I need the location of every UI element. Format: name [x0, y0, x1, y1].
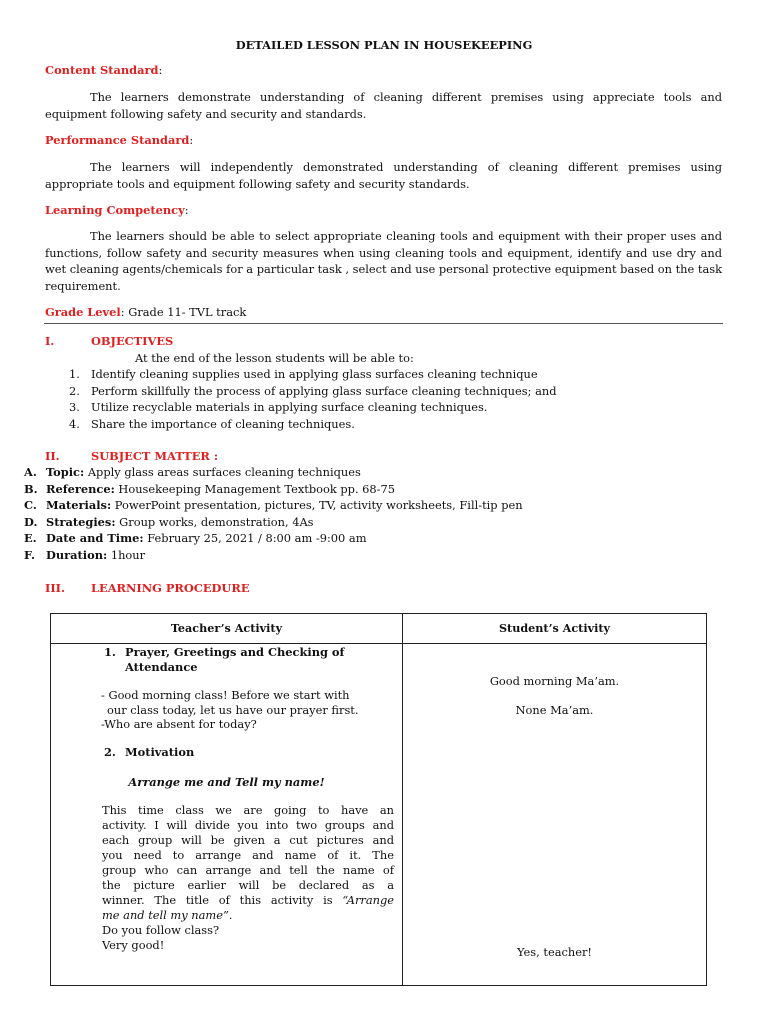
activity-name: Arrange me and Tell my name! — [128, 775, 325, 789]
table-row — [51, 644, 707, 986]
learning-competency-heading: Learning Competency: — [45, 203, 189, 217]
page-title: DETAILED LESSON PLAN IN HOUSEKEEPING — [235, 38, 533, 52]
performance-standard-text: The learners will independently demonstrated understanding of cleaning different premises using appropriate tools and equipment following safety and security standards. — [45, 160, 722, 191]
list-item: 2. Perform skillfully the process of applying glass surface cleaning techniques; and — [69, 383, 557, 398]
follow-question: Do you follow class? — [102, 923, 220, 937]
step1-title: Prayer, Greetings and Checking of — [125, 645, 345, 659]
paragraph-line: each group will be given a cut pictures and — [102, 833, 394, 847]
student-response: Good morning Ma’am. — [489, 674, 620, 688]
grade-level: Grade Level: Grade 11- TVL track — [45, 305, 247, 319]
subject-matter-numeral: II. — [45, 449, 60, 463]
student-activity-cell — [403, 644, 707, 986]
learning-procedure-heading: LEARNING PROCEDURE — [91, 581, 250, 595]
list-item: A. Topic: Apply glass areas surfaces cleaning techniques — [24, 465, 361, 479]
objectives-list — [45, 366, 722, 432]
activity-paragraph — [102, 803, 394, 953]
paragraph-line: This time class we are going to have an — [102, 803, 394, 817]
procedure-table — [50, 613, 707, 986]
list-item: 4. Share the importance of cleaning techniques. — [69, 416, 355, 431]
step1-number: 1. — [104, 645, 116, 659]
student-activity-header: Student’s Activity — [403, 614, 707, 644]
paragraph-line: group who can arrange and tell the name of — [102, 863, 394, 877]
subject-matter-heading: SUBJECT MATTER : — [91, 449, 219, 463]
list-item: D. Strategies: Group works, demonstration, 4As — [24, 514, 314, 529]
student-response: Yes, teacher! — [517, 945, 592, 959]
teacher-activity-header: Teacher’s Activity — [51, 614, 403, 644]
list-item: F. Duration: 1hour — [24, 547, 146, 562]
step2-title: Motivation — [125, 745, 195, 759]
objectives-numeral: I. — [45, 334, 55, 348]
objectives-heading: OBJECTIVES — [91, 334, 174, 348]
table-header-row — [51, 614, 707, 644]
list-item: 3. Utilize recyclable materials in applying surface cleaning techniques. — [69, 400, 488, 414]
list-item: C. Materials: PowerPoint presentation, pictures, TV, activity worksheets, Fill-tip pen — [24, 498, 523, 512]
step1-title-cont: Attendance — [125, 660, 198, 674]
paragraph-line: the picture earlier will be declared as a — [102, 878, 394, 892]
student-response: None Ma’am. — [515, 703, 594, 717]
praise-line: Very good! — [102, 938, 165, 952]
content-standard-text: The learners demonstrate understanding of cleaning different premises using appreciate tools and equipment following safety and security and standards. — [45, 90, 722, 121]
list-item: E. Date and Time: February 25, 2021 / 8:00 am -9:00 am — [24, 531, 367, 545]
list-item: B. Reference: Housekeeping Management Textbook pp. 68-75 — [24, 481, 396, 496]
learning-competency-text: The learners should be able to select appropriate cleaning tools and equipment with their proper uses and functions, follow safety and security measures when using cleaning tools and equipment, identify and use dry and wet cleaning agents/chemicals for a particular task , select and use personal protective equipment based on the task requirement. — [45, 229, 722, 293]
greeting-line: - Good morning class! Before we start with — [101, 688, 350, 702]
section-divider — [44, 323, 723, 324]
list-item: 1. Identify cleaning supplies used in applying glass surfaces cleaning technique — [69, 367, 538, 381]
paragraph-line: you need to arrange and name of it. The — [102, 848, 394, 862]
paragraph-line: winner. The title of this activity is “Arrange — [102, 893, 394, 907]
content-standard-heading: Content Standard: — [45, 63, 163, 77]
step2-number: 2. — [104, 745, 116, 759]
objectives-intro: At the end of the lesson students will be able to: — [135, 351, 414, 365]
paragraph-line: me and tell my name”. — [102, 908, 233, 922]
absent-question: -Who are absent for today? — [101, 717, 257, 731]
performance-standard-heading: Performance Standard: — [45, 133, 194, 147]
subject-matter-list — [0, 464, 722, 563]
paragraph-line: activity. I will divide you into two groups and — [102, 818, 394, 832]
greeting-line: our class today, let us have our prayer first. — [107, 703, 359, 717]
learning-procedure-numeral: III. — [45, 581, 65, 595]
teacher-activity-cell — [51, 644, 403, 986]
